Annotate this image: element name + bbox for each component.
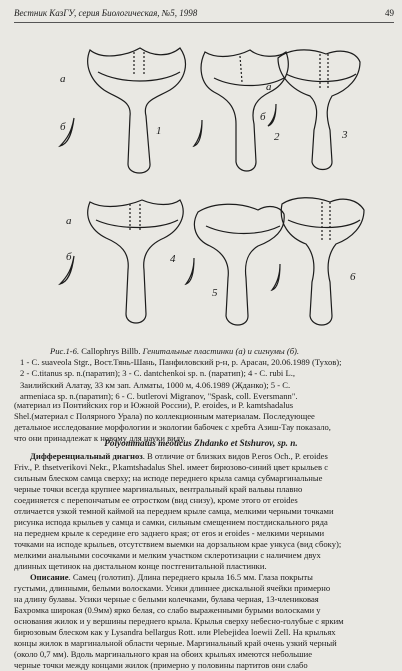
description-line: густыми, длинными, белыми волосками. Усики длиннее дискальной ячейки примерно (14, 583, 331, 593)
diagnosis-line: мелкими анальными сосочками и мелким участком склеротизации с наличием двух (14, 550, 321, 560)
diagnosis-line: отличается узкой темной каймой на переднем крыле самца, мелкими черными точками (14, 506, 334, 516)
description-line: Бахромка широкая (0.9мм) ярко белая, со слабо выраженными бурыми волосками у (14, 605, 321, 615)
caption-line: 1 - C. suaveola Stgr., Вост.Тянь-Шань, Панфиловский р-н, р. Арасан, 20.06.1989 (Тухов); (20, 357, 342, 368)
description-label: Описание (30, 572, 69, 582)
journal-title: Вестник КазГУ, серия Биологическая, №5, 1998 (14, 8, 198, 18)
caption-line: 2 - C.titanus sp. n.(паратип); 3 - C. dantchenkoi sp. n. (паратип); 4 - C. rubi L., (20, 368, 295, 379)
diagnosis-line: длинных щетинок на дистальном конце постгенитальной пластинки. (14, 561, 267, 571)
caption-title: Рис.1-6. Callophrys Billb. Генитальные пластинки (а) и сигнумы (б). (50, 346, 300, 356)
figure-drawings (30, 34, 375, 342)
diagnosis-line: сильным блеском самца сверху; на исподе переднего крыла самца субмаргинальные (14, 473, 323, 483)
diagnosis-line: соединяется с перепончатым ее отростком (вид снизу), кроме этого от eroides (14, 495, 298, 505)
label-plate-6: 6 (350, 271, 356, 283)
diagnosis-line: рисунка испода крыльев у самца и самки, сильным смещением постдискального ряда (14, 517, 328, 527)
running-header (14, 8, 394, 23)
diagnosis-line: Дифференциальный диагноз. В отличие от близких видов P.eros Och., P. eroides (30, 451, 328, 461)
label-plate-5: 5 (212, 287, 218, 299)
label-a-3: а (66, 215, 72, 227)
genitalia-figure (30, 34, 375, 342)
species-description (14, 451, 390, 671)
diagnosis-line: на переднем крыле к середине его заднего края; от eros и eroides - мелкими черными (14, 528, 325, 538)
page-number: 49 (385, 8, 394, 18)
caption-line: armeniaca sp. n.(паратип); 6 - C. butlerovi Migranov, "Spask, coll. Eversmann". (20, 390, 298, 401)
figure-caption (20, 346, 388, 402)
intro-line: что они принадлежат к новому для науки виду. (14, 433, 186, 443)
species-heading: Polyommatus meoticus Zhdanko et Stshurov, sp. n. (104, 438, 298, 448)
intro-line: детальное исследование морфологии и экологии бабочек с хребта Азиш-Тау показало, (14, 422, 331, 432)
label-a-2: а (266, 81, 272, 93)
label-a-1: а (60, 73, 66, 85)
description-line: бирюзовым блеском как у Lysandra bellargus Rott. или Plebejidea loewii Zell. На крыльях (14, 627, 336, 637)
label-b-3: б (66, 251, 72, 263)
diagnosis-line: черные точки всегда крупнее маргинальных, вентральный край вальвы плавно (14, 484, 303, 494)
description-line: на длину булавы. Усики черные с белыми колечками, булава черная, 13-члениковая (14, 594, 319, 604)
label-plate-2: 2 (274, 131, 280, 143)
plate-3-drawing (278, 50, 360, 170)
plate-1-drawing (88, 48, 186, 173)
diagnosis-label: Дифференциальный диагноз (30, 451, 143, 461)
plate-5-drawing (194, 204, 284, 325)
diagnosis-line: Friv., P. thsetverikovi Nekr., P.kamtshadalus Shel. имеет бирюзово-синий цвет крыльев с (14, 462, 329, 472)
plate-4-drawing (88, 200, 183, 323)
caption-line: Заилийский Алатау, 33 км зап. Алматы, 1000 м, 4.06.1989 (Жданко); 5 - C. (20, 379, 291, 390)
label-plate-1: 1 (156, 125, 162, 137)
description-line: черные точки между концами жилок (примерно у половины партитов они слабо (14, 660, 308, 670)
description-line: Описание. Самец (голотип). Длина переднего крыла 16.5 мм. Глаза покрыты (30, 572, 313, 582)
label-b-2: б (260, 111, 266, 123)
intro-line: Shel.(материал с Полярного Урала) по коллекционным материалам. Последующее (14, 411, 315, 421)
label-plate-3: 3 (342, 129, 348, 141)
label-plate-4: 4 (170, 253, 176, 265)
label-b-1: б (60, 121, 66, 133)
intro-line: (материал из Понтийских гор и Южной России), P. eroides, и P. kamtshadalus (14, 400, 294, 410)
description-line: концы жилок в маргинальной области черные. Маргинальный край очень узкий черный (14, 638, 337, 648)
description-line: (около 0,7 мм). Вдоль маргинального края на обоих крыльях имеются небольшие (14, 649, 313, 659)
description-line: основания жилок и у вершины переднего крыла. Крылья сверху небесно-голубые с ярким (14, 616, 344, 626)
plate-6-drawing (281, 198, 364, 325)
diagnosis-line: точками на исподе крыльев, отсутствием выемки на дорзальном крае ункуса (вид сбоку); (14, 539, 342, 549)
